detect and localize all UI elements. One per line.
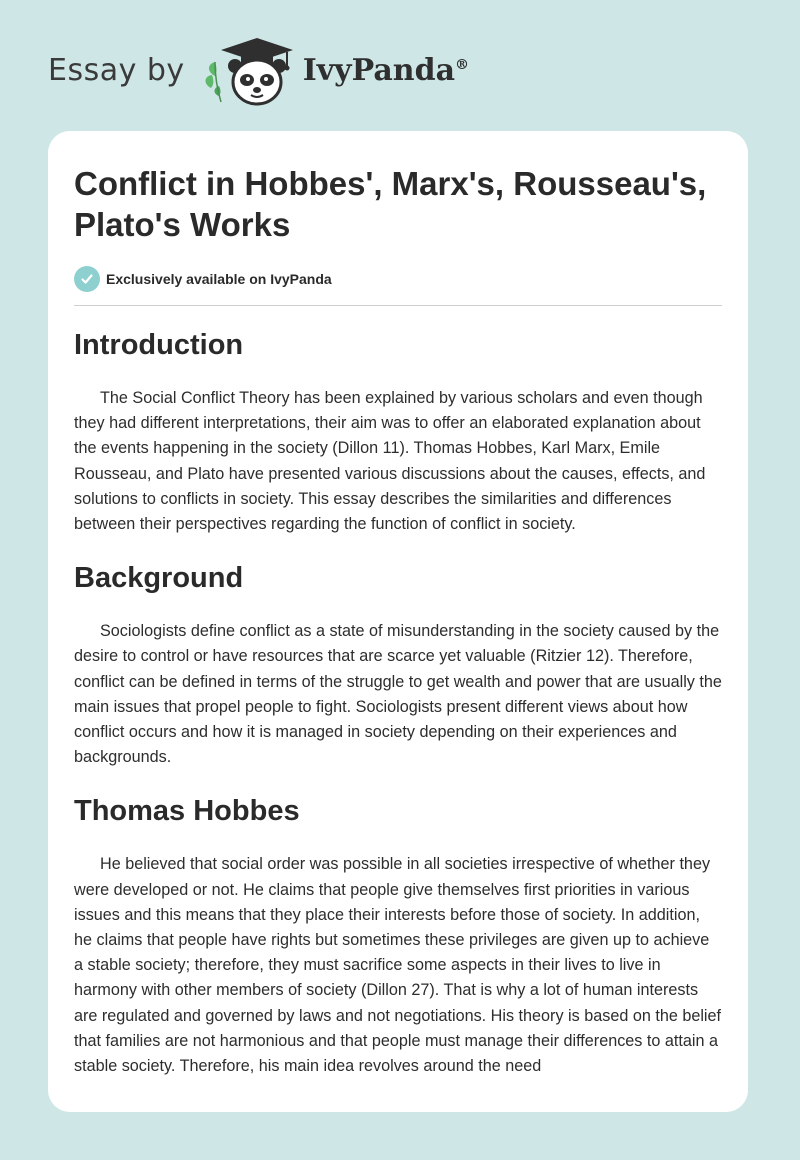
section-heading-introduction: Introduction: [74, 329, 244, 361]
exclusive-label: Exclusively available on IvyPanda: [106, 271, 332, 287]
exclusive-badge: [74, 265, 722, 293]
essay-title: Conflict in Hobbes', Marx's, Rousseau's, Plato's Works: [74, 165, 707, 243]
ivypanda-logo-icon[interactable]: [201, 32, 297, 108]
section-heading-thomas-hobbes: Thomas Hobbes: [74, 795, 300, 828]
title-divider: [74, 305, 722, 306]
check-icon: [74, 266, 100, 292]
brand-name[interactable]: [303, 53, 469, 88]
essay-by-label: Essay by: [48, 52, 185, 88]
brand-name-text: IvyPanda: [302, 52, 456, 88]
essay-card: [48, 131, 748, 1112]
section-paragraph-background: Sociologists define conflict as a state of misunderstanding in the society caused by the desire to control or have resources that are scarce yet valuable (Ritzier 12). Therefore, conflict can be defined in terms of the struggle to get wealth and power that are usually the main issues that propel people to fight. Sociologists present different views about how conflict occurs and how it is managed in society depending on their experiences and backgrounds.: [74, 622, 722, 767]
section-paragraph-thomas-hobbes: He believed that social order was possible in all societies irrespective of whether they were developed or not. He claims that people give themselves first priorities in various issues and this means that they place their interests before those of society. In addition, he claims that people have rights but sometimes these privileges are given up to achieve a stable society; therefore, they must sacrifice some aspects in their lives to live in harmony with other members of society (Dillon 27). That is why a lot of human interests are regulated and governed by laws and not negotiations. His theory is based on the belief that families are not harmonious and that people must manage their differences to attain a stable society. Therefore, his main idea revolves around the need: [74, 855, 722, 1076]
registered-mark: ®: [455, 56, 470, 73]
section-paragraph-introduction: The Social Conflict Theory has been explained by various scholars and even though they had different interpretations, their aim was to offer an elaborated explanation about the events happening in the society (Dillon 11). Thomas Hobbes, Karl Marx, Emile Rousseau, and Plato have presented various discussions about the causes, effects, and solutions to conflicts in society. This essay describes the similarities and differences between their perspectives regarding the function of conflict in society.: [74, 389, 706, 534]
site-header: [48, 30, 508, 110]
section-heading-background: Background: [74, 562, 244, 595]
